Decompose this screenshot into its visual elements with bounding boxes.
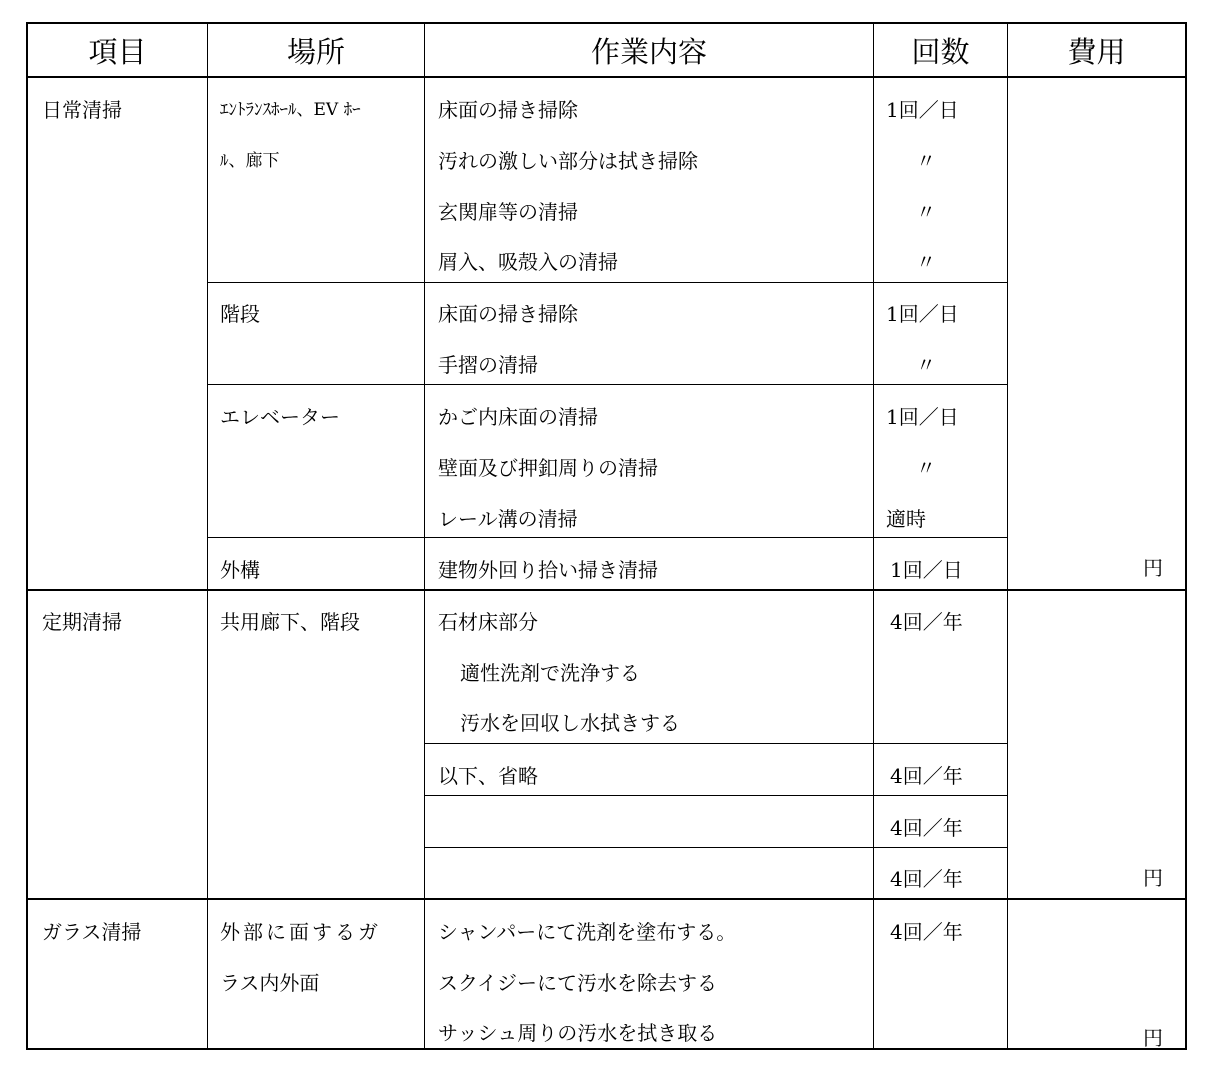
- work-text: 玄関扉等の清掃: [438, 200, 578, 224]
- frequency-text: 1回／日: [886, 98, 959, 122]
- frequency-text: 4回／年: [890, 610, 963, 634]
- place-elevator: エレベーター: [220, 405, 340, 429]
- work-text: 屑入、吸殻入の清掃: [438, 250, 618, 274]
- work-text: 以下、省略: [438, 764, 538, 788]
- work-text: スクイジーにて汚水を除去する: [438, 971, 717, 995]
- cost-yen: 円: [1143, 866, 1163, 890]
- place-entrance: ﾙ、廊下: [220, 151, 280, 171]
- work-text: サッシュ周りの汚水を拭き取る: [438, 1021, 718, 1045]
- work-text: 適性洗剤で洗浄する: [460, 661, 640, 685]
- place-exterior: 外構: [220, 558, 260, 582]
- frequency-text: 1回／日: [886, 405, 959, 429]
- row-divider: [425, 847, 1007, 848]
- header-divider: [28, 76, 1185, 78]
- frequency-ditto: 〃: [916, 353, 936, 377]
- item-periodic-cleaning: 定期清掃: [42, 610, 122, 634]
- column-divider: [207, 24, 208, 1048]
- place-common-corridor: 共用廊下、階段: [220, 610, 360, 634]
- header-cost: 費用: [1067, 35, 1126, 69]
- work-text: 床面の掃き掃除: [438, 98, 578, 122]
- frequency-text: 4回／年: [890, 867, 963, 891]
- work-text: 汚水を回収し水拭きする: [460, 711, 680, 735]
- place-exterior-glass: 外部に面するガ: [220, 920, 381, 944]
- work-text: 壁面及び押釦周りの清掃: [438, 456, 658, 480]
- item-glass-cleaning: ガラス清掃: [42, 920, 142, 944]
- header-frequency: 回数: [911, 35, 970, 69]
- section-divider: [28, 589, 1185, 591]
- frequency-text: 1回／日: [890, 558, 963, 582]
- frequency-ditto: 〃: [916, 250, 936, 274]
- header-item: 項目: [88, 35, 147, 69]
- section-divider: [28, 898, 1185, 900]
- frequency-text: 4回／年: [890, 920, 963, 944]
- header-place: 場所: [286, 35, 345, 69]
- frequency-ditto: 〃: [916, 456, 936, 480]
- cleaning-schedule-table: [26, 22, 1187, 1050]
- row-divider: [425, 795, 1007, 796]
- frequency-ditto: 〃: [916, 200, 936, 224]
- frequency-text: 4回／年: [890, 764, 963, 788]
- column-divider: [873, 24, 874, 1048]
- work-text: 手摺の清掃: [438, 353, 538, 377]
- item-daily-cleaning: 日常清掃: [42, 98, 122, 122]
- row-divider: [425, 743, 1007, 744]
- frequency-text: 4回／年: [890, 816, 963, 840]
- column-divider: [424, 24, 425, 1048]
- work-text: かご内床面の清掃: [438, 405, 598, 429]
- group-divider: [208, 384, 1007, 385]
- work-text: 建物外回り拾い掃き清掃: [438, 558, 658, 582]
- header-work: 作業内容: [590, 35, 707, 69]
- work-text: 汚れの激しい部分は拭き掃除: [438, 149, 698, 173]
- place-entrance: ｴﾝﾄﾗﾝｽﾎｰﾙ、EV ﾎｰ: [220, 100, 361, 120]
- frequency-text: 適時: [886, 507, 926, 531]
- column-divider: [1007, 24, 1008, 1048]
- work-text: シャンパーにて洗剤を塗布する。: [438, 920, 737, 944]
- place-stairs: 階段: [220, 302, 260, 326]
- frequency-ditto: 〃: [916, 149, 936, 173]
- work-text: 石材床部分: [438, 610, 538, 634]
- frequency-text: 1回／日: [886, 302, 959, 326]
- place-exterior-glass: ラス内外面: [220, 971, 320, 995]
- group-divider: [208, 537, 1007, 538]
- cost-yen: 円: [1143, 556, 1163, 580]
- work-text: レール溝の清掃: [438, 507, 578, 531]
- work-text: 床面の掃き掃除: [438, 302, 578, 326]
- group-divider: [208, 282, 1007, 283]
- cost-yen: 円: [1143, 1026, 1163, 1050]
